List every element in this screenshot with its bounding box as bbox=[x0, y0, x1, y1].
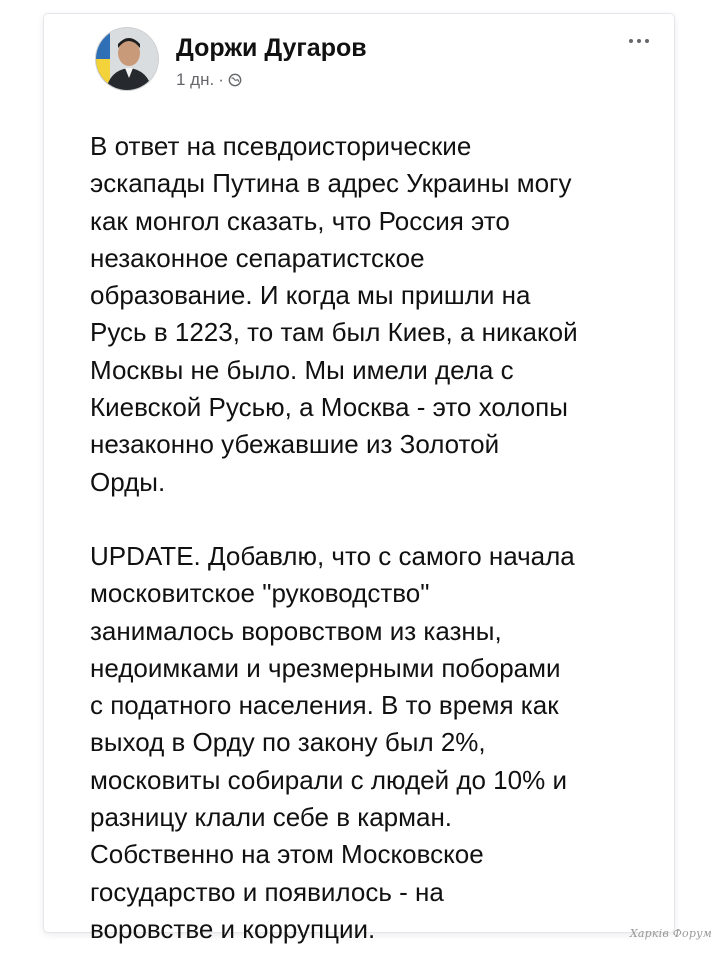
globe-icon bbox=[228, 73, 242, 87]
ellipsis-icon-dot bbox=[637, 39, 641, 43]
watermark: Харків Форум bbox=[629, 927, 712, 940]
post-paragraph-2: UPDATE. Добавлю, что с самого начала московитское "руководство" занималось воровством из казны, недоимками и чрезмерными поборами с податного населения. В то время как выход в Орду по закону был 2%, московиты собирали с людей до 10% и разницу клали себе в карман. Собственно на этом Московское государство и появилось - на воровстве и коррупции. bbox=[90, 540, 575, 944]
avatar-photo bbox=[96, 28, 158, 90]
post-header bbox=[96, 24, 656, 104]
post-time[interactable]: 1 дн. bbox=[176, 70, 215, 89]
more-options-button[interactable] bbox=[622, 32, 656, 50]
post-text bbox=[90, 128, 650, 948]
post-meta bbox=[176, 70, 242, 90]
avatar[interactable] bbox=[96, 28, 158, 90]
meta-separator: · bbox=[218, 70, 224, 89]
ellipsis-icon-dot bbox=[645, 39, 649, 43]
ellipsis-icon-dot bbox=[629, 39, 633, 43]
post-paragraph-1: В ответ на псевдоисторические эскапады Путина в адрес Украины могу как монгол сказать, что Россия это незаконное сепаратистское образование. И когда мы пришли на Русь в 1223, то там был Киев, а никакой Москвы не было. Мы имели дела с Киевской Русью, а Москва - это холопы незаконно убежавшие из Золотой Орды. bbox=[90, 131, 578, 497]
author-name[interactable]: Доржи Дугаров bbox=[176, 34, 367, 62]
